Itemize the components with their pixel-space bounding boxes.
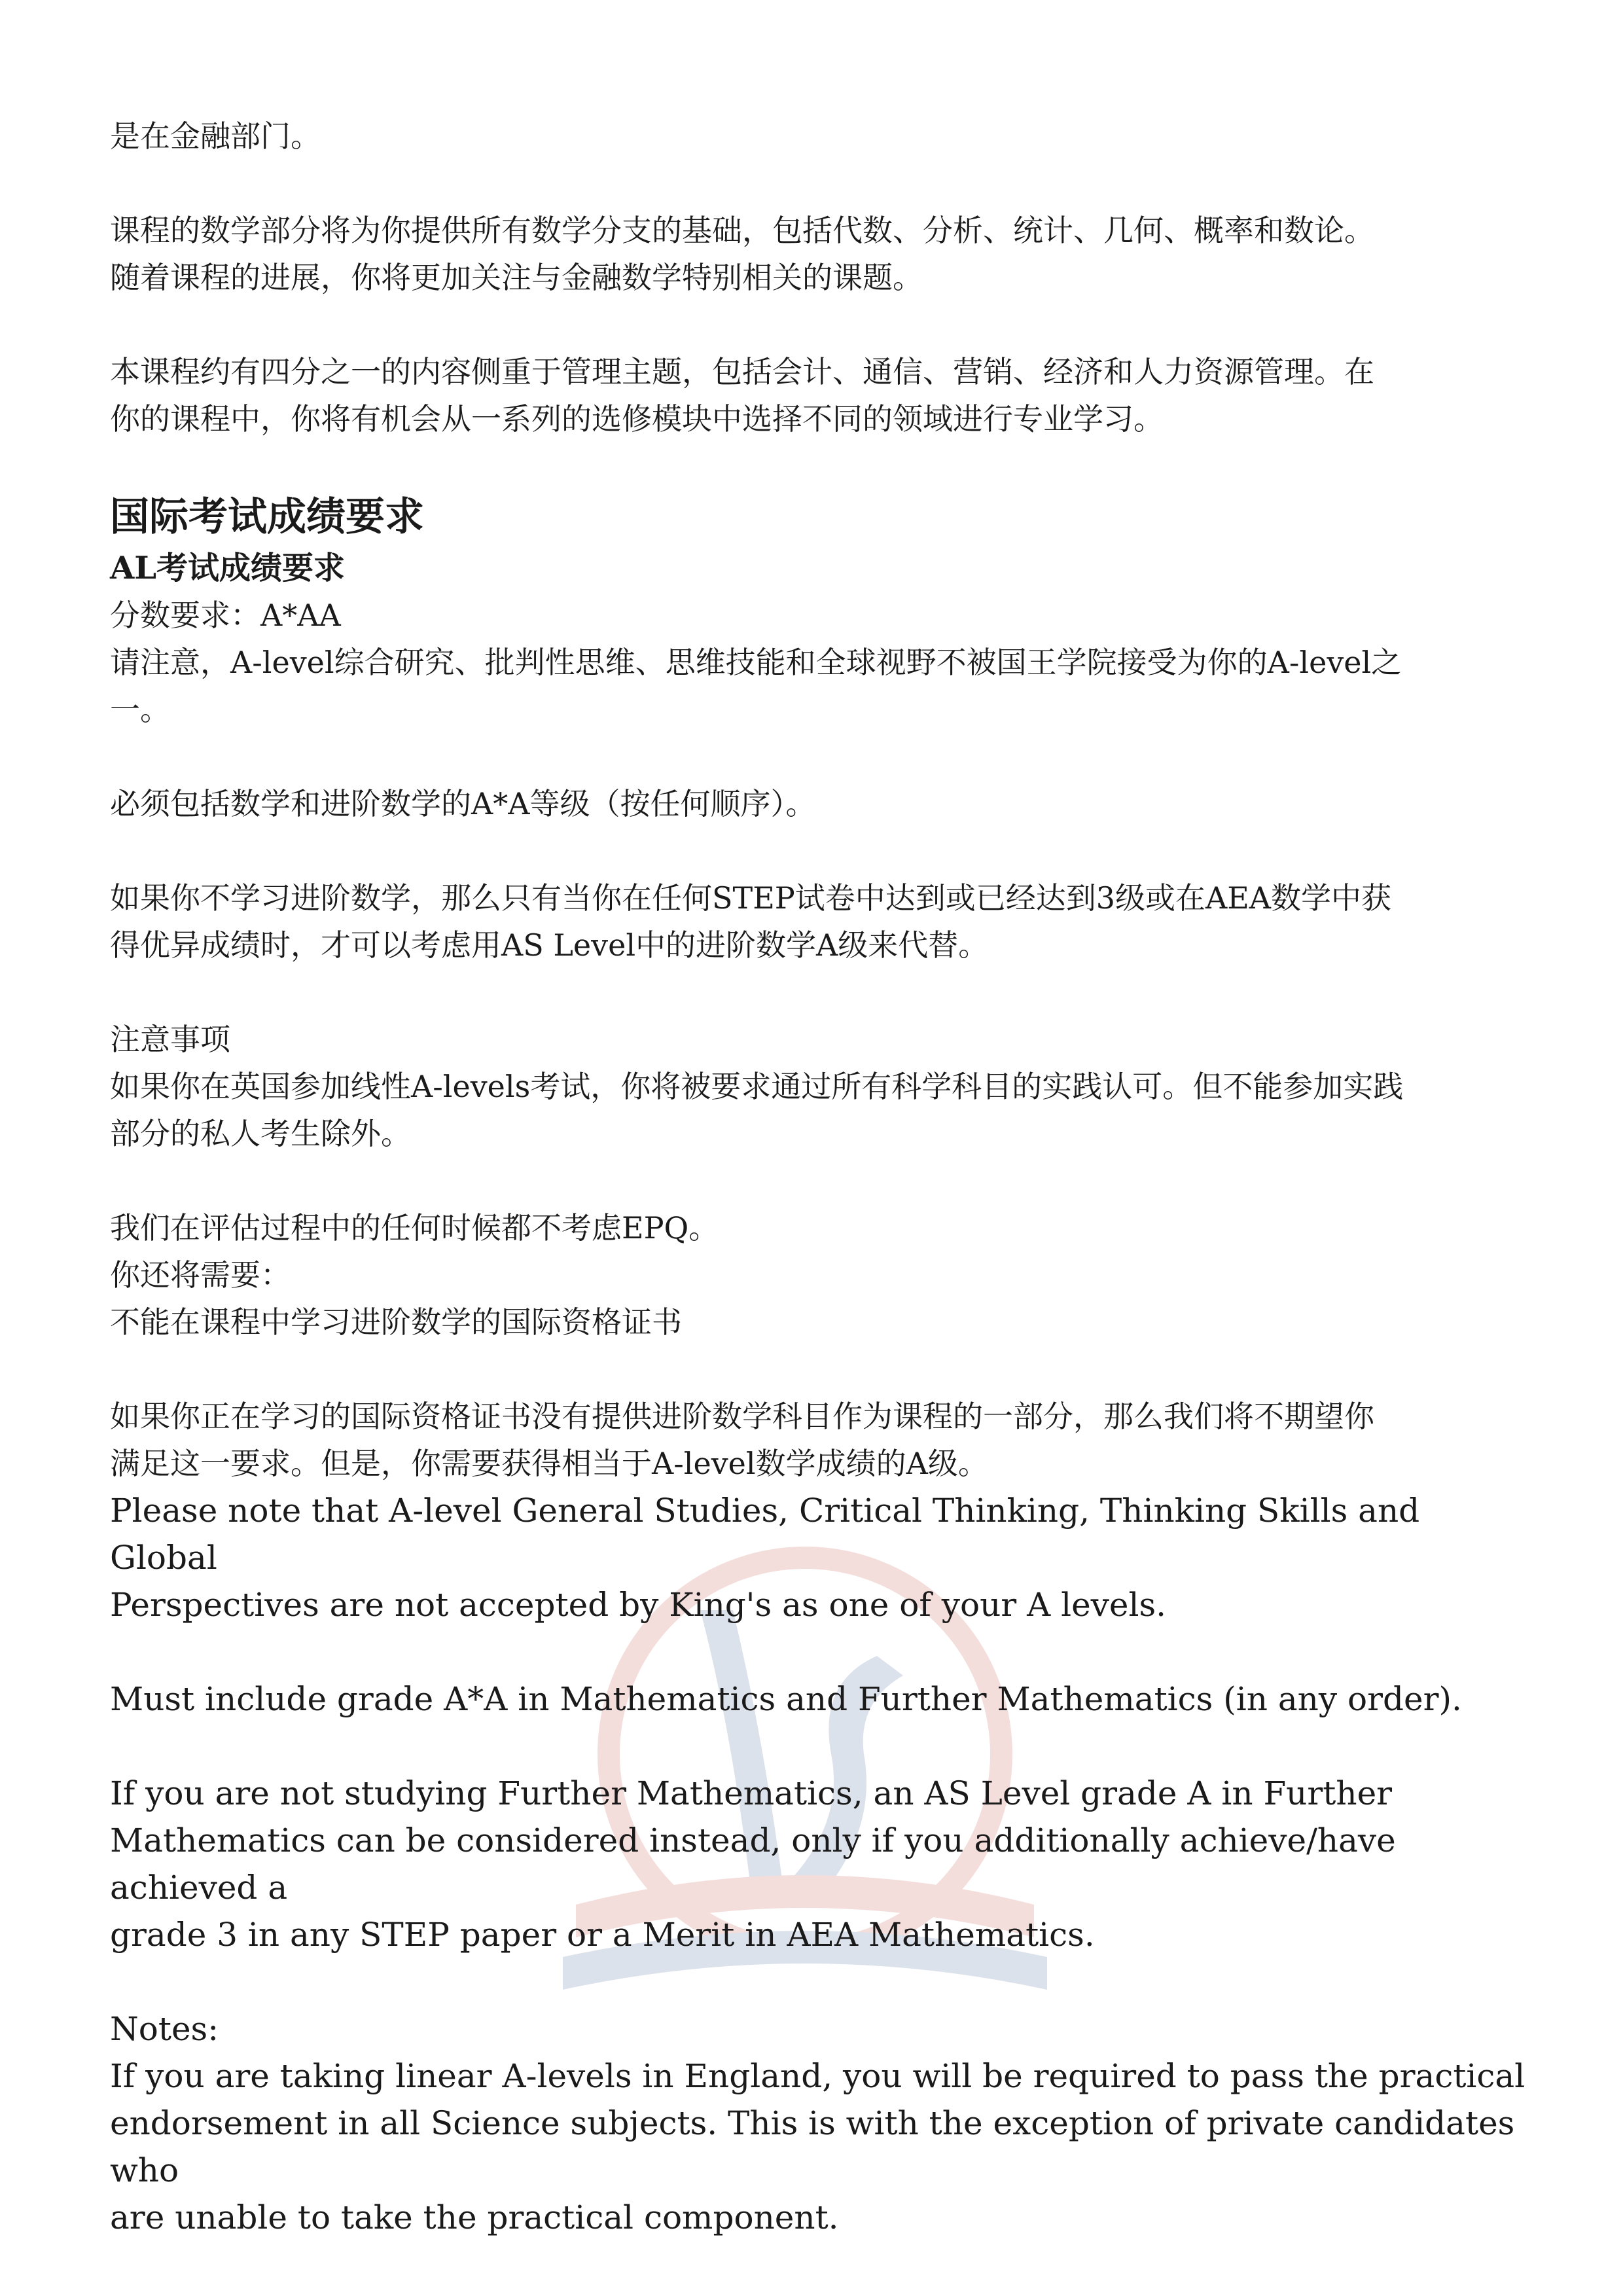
zh-further-line: 如果你不学习进阶数学，那么只有当你在任何STEP试卷中达到或已经达到3级或在AEA数学中获	[110, 880, 1392, 916]
intro-line: 随着课程的进展，你将更加关注与金融数学特别相关的课题。	[110, 260, 923, 295]
en-notes-line: endorsement in all Science subjects. This is with the exception of private candidates who	[110, 2104, 1515, 2189]
zh-intl-line: 满足这一要求。但是，你需要获得相当于A-level数学成绩的A级。	[110, 1446, 988, 1481]
en-further-line: grade 3 in any STEP paper or a Merit in AEA Mathematics.	[110, 1916, 1095, 1954]
en-further-line: Mathematics can be considered instead, only if you additionally achieve/have achieved a	[110, 1821, 1396, 1907]
en-further-line: If you are not studying Further Mathematics, an AS Level grade A in Further	[110, 1774, 1393, 1812]
zh-note-line: 请注意，A-level综合研究、批判性思维、思维技能和全球视野不被国王学院接受为你的A-level之	[110, 645, 1402, 680]
intro-line: 课程的数学部分将为你提供所有数学分支的基础，包括代数、分析、统计、几何、概率和数论。	[110, 213, 1374, 248]
en-note-line: Perspectives are not accepted by King's as one of your A levels.	[110, 1586, 1167, 1624]
section-subtitle: AL考试成绩要求	[110, 550, 345, 586]
en-notes-title: Notes:	[110, 2010, 219, 2048]
zh-further-line: 得优异成绩时，才可以考虑用AS Level中的进阶数学A级来代替。	[110, 927, 989, 963]
score-requirement: 分数要求：A*AA	[110, 598, 341, 633]
intro-line: 你的课程中，你将有机会从一系列的选修模块中选择不同的领域进行专业学习。	[110, 401, 1164, 437]
zh-note-line: 一。	[110, 692, 170, 727]
en-must-line: Must include grade A*A in Mathematics and Further Mathematics (in any order).	[110, 1680, 1462, 1718]
zh-notes-line: 部分的私人考生除外。	[110, 1116, 411, 1151]
en-notes-line: If you are taking linear A-levels in England, you will be required to pass the practical	[110, 2057, 1525, 2095]
zh-must-line: 必须包括数学和进阶数学的A*A等级（按任何顺序）。	[110, 786, 816, 821]
zh-epq-line: 我们在评估过程中的任何时候都不考虑EPQ。	[110, 1210, 719, 1246]
intro-line: 是在金融部门。	[110, 118, 321, 154]
zh-intl-title: 不能在课程中学习进阶数学的国际资格证书	[110, 1304, 682, 1340]
zh-notes-title: 注意事项	[110, 1022, 230, 1057]
section-title: 国际考试成绩要求	[110, 494, 424, 540]
en-notes-line: are unable to take the practical component.	[110, 2198, 839, 2236]
intro-line: 本课程约有四分之一的内容侧重于管理主题，包括会计、通信、营销、经济和人力资源管理。在	[110, 354, 1374, 389]
en-note-line: Please note that A-level General Studies, Critical Thinking, Thinking Skills and Global	[110, 1492, 1420, 1577]
zh-notes-line: 如果你在英国参加线性A-levels考试，你将被要求通过所有科学科目的实践认可。但不能参加实践	[110, 1069, 1404, 1104]
zh-also-line: 你还将需要：	[110, 1257, 291, 1293]
zh-intl-line: 如果你正在学习的国际资格证书没有提供进阶数学科目作为课程的一部分，那么我们将不期望你	[110, 1399, 1374, 1434]
